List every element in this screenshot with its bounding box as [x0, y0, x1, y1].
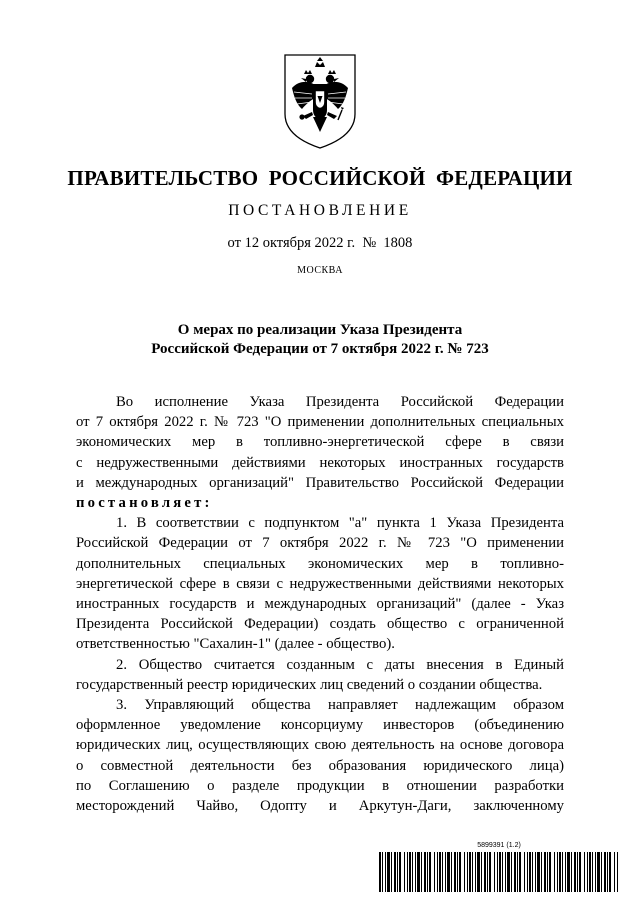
- body-line: 2. Общество считается созданным с даты внесения в Единый: [116, 656, 564, 673]
- body-line: 1. В соответствии с подпунктом "а" пункта 1 Указа Президента: [116, 515, 564, 532]
- barcode-bar: [524, 852, 525, 892]
- body-line: оформленное уведомление консорциуму инвесторов (объединению: [76, 717, 564, 734]
- barcode-number: 5899391 (1.2): [477, 842, 521, 849]
- barcode-bar: [554, 852, 555, 892]
- barcode-bar: [589, 852, 591, 892]
- body-line: дополнительных специальных экономических мер в топливно-: [76, 555, 564, 572]
- barcode: [379, 842, 619, 894]
- barcode-bar: [574, 852, 576, 892]
- barcode-bar: [562, 852, 563, 892]
- barcode-bar: [467, 852, 468, 892]
- barcode-bar: [445, 852, 446, 892]
- barcode-bar: [415, 852, 416, 892]
- double-headed-eagle-icon: [282, 52, 358, 150]
- body-line: месторождений Чайво, Одопту и Аркутун-Даги, заключенному: [76, 798, 564, 815]
- barcode-bar: [532, 852, 533, 892]
- barcode-bar: [507, 852, 510, 892]
- barcode-bar: [442, 852, 443, 892]
- barcode-bar: [447, 852, 450, 892]
- barcode-bar: [577, 852, 578, 892]
- barcode-bar: [514, 852, 516, 892]
- barcode-bar: [459, 852, 461, 892]
- body-line: о совместной деятельности без образования юридического лица): [76, 757, 564, 774]
- heading-line: Российской Федерации от 7 октября 2022 г. № 723: [151, 341, 489, 357]
- barcode-bar: [464, 852, 465, 892]
- body-line: ответственностью "Сахалин-1" (далее - общество).: [76, 636, 395, 653]
- barcode-bar: [587, 852, 588, 892]
- barcode-icon: [379, 852, 619, 892]
- barcode-bar: [439, 852, 441, 892]
- barcode-bar: [579, 852, 581, 892]
- barcode-bar: [434, 852, 435, 892]
- barcode-bar: [571, 852, 572, 892]
- barcode-bar: [407, 852, 408, 892]
- barcode-bar: [549, 852, 551, 892]
- barcode-bar: [404, 852, 405, 892]
- barcode-bar: [529, 852, 531, 892]
- barcode-bar: [387, 852, 390, 892]
- barcode-bar: [472, 852, 473, 892]
- barcode-bar: [385, 852, 386, 892]
- barcode-bar: [505, 852, 506, 892]
- body-line: с недружественными действиями некоторых иностранных государств: [76, 454, 564, 471]
- body-line: энергетической сфере в связи с недружественными действиями некоторых: [76, 575, 564, 592]
- barcode-bar: [451, 852, 452, 892]
- barcode-bar: [421, 852, 422, 892]
- document-heading: [60, 321, 580, 359]
- body-line: экономических мер в топливно-энергетической сфере в связи: [76, 434, 564, 451]
- barcode-bar: [391, 852, 392, 892]
- barcode-bar: [567, 852, 570, 892]
- barcode-bar: [597, 852, 600, 892]
- barcode-bar: [614, 852, 615, 892]
- barcode-bar: [424, 852, 426, 892]
- barcode-bar: [557, 852, 558, 892]
- barcode-bar: [517, 852, 518, 892]
- body-line: по Соглашению о разделе продукции в отношении разработки: [76, 777, 564, 794]
- heading-line: О мерах по реализации Указа Президента: [177, 322, 463, 338]
- decree-word: постановляет:: [76, 495, 213, 512]
- barcode-bar: [617, 852, 618, 892]
- barcode-bar: [609, 852, 611, 892]
- barcode-bar: [607, 852, 608, 892]
- barcode-bar: [584, 852, 585, 892]
- barcode-bar: [537, 852, 540, 892]
- body-line: Президента Российской Федерации) создать общество с ограниченной: [76, 616, 564, 633]
- document-body: [76, 392, 564, 816]
- document-type: ПОСТАНОВЛЕНИЕ: [228, 202, 412, 219]
- barcode-bar: [487, 852, 488, 892]
- barcode-bar: [494, 852, 495, 892]
- body-line: Российской Федерации от 7 октября 2022 г. № 723 "О применении: [76, 535, 564, 552]
- barcode-bar: [499, 852, 501, 892]
- barcode-bar: [469, 852, 471, 892]
- barcode-bar: [394, 852, 396, 892]
- barcode-bar: [489, 852, 491, 892]
- barcode-bar: [497, 852, 498, 892]
- body-line: государственный реестр юридических лиц сведений о создании общества.: [76, 676, 543, 693]
- barcode-bar: [519, 852, 521, 892]
- barcode-bar: [477, 852, 480, 892]
- barcode-bar: [484, 852, 486, 892]
- barcode-bar: [541, 852, 542, 892]
- barcode-bar: [379, 852, 381, 892]
- barcode-bar: [417, 852, 420, 892]
- barcode-bar: [457, 852, 458, 892]
- barcode-bar: [592, 852, 593, 892]
- document-date-number: от 12 октября 2022 г. № 1808: [227, 235, 413, 251]
- barcode-bar: [559, 852, 561, 892]
- barcode-bar: [595, 852, 596, 892]
- body-line: от 7 октября 2022 г. № 723 "О применении дополнительных специальных: [76, 414, 564, 431]
- barcode-bar: [535, 852, 536, 892]
- barcode-bar: [437, 852, 438, 892]
- barcode-bar: [565, 852, 566, 892]
- barcode-bar: [547, 852, 548, 892]
- barcode-bar: [527, 852, 528, 892]
- barcode-bar: [481, 852, 482, 892]
- body-line: и международных организаций" Правительство Российской Федерации: [76, 474, 564, 491]
- barcode-bar: [382, 852, 383, 892]
- barcode-bar: [429, 852, 431, 892]
- barcode-bar: [399, 852, 401, 892]
- barcode-bar: [454, 852, 456, 892]
- government-title: ПРАВИТЕЛЬСТВО РОССИЙСКОЙ ФЕДЕРАЦИИ: [67, 166, 573, 190]
- barcode-bar: [544, 852, 546, 892]
- barcode-bar: [502, 852, 503, 892]
- barcode-bar: [412, 852, 413, 892]
- barcode-bar: [475, 852, 476, 892]
- barcode-bar: [397, 852, 398, 892]
- barcode-bar: [409, 852, 411, 892]
- body-line: иностранных государств и международных организаций" (далее - Указ: [76, 596, 564, 613]
- body-line: юридических лиц, осуществляющих свою деятельность на основе договора: [76, 737, 564, 754]
- barcode-bar: [601, 852, 602, 892]
- barcode-bar: [511, 852, 512, 892]
- barcode-bar: [427, 852, 428, 892]
- document-city: МОСКВА: [297, 265, 343, 276]
- body-line: Во исполнение Указа Президента Российской Федерации: [116, 394, 564, 410]
- barcode-bar: [604, 852, 606, 892]
- body-line: 3. Управляющий общества направляет надлежащим образом: [116, 697, 564, 714]
